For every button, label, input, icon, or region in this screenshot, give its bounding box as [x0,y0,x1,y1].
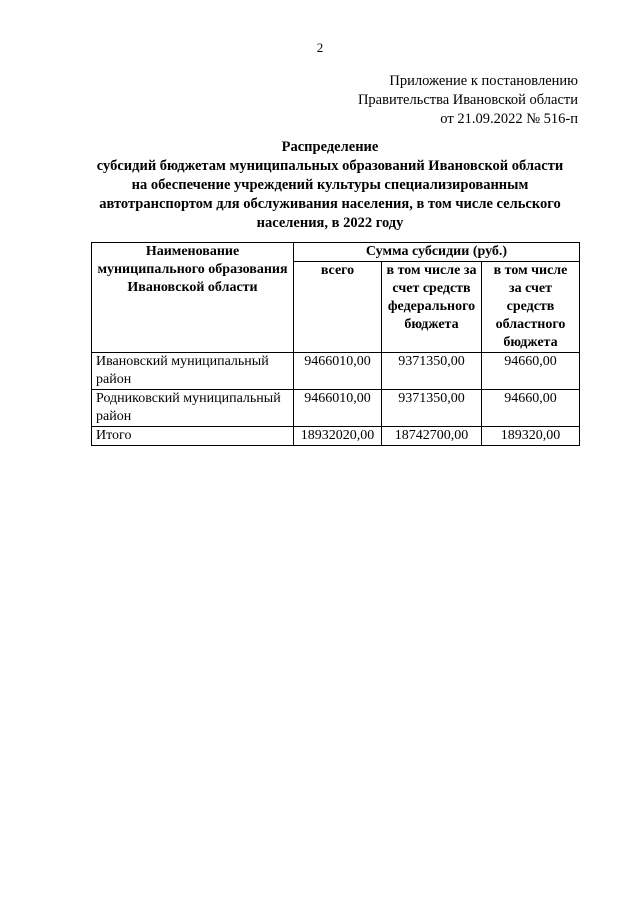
appendix-line: от 21.09.2022 № 516-п [440,111,578,127]
header-total: всего [294,262,382,353]
title-line: автотранспортом для обслуживания населения, в том числе сельского [99,196,561,212]
subsidy-table [91,242,580,446]
cell-total: 9466010,00 [294,390,382,427]
cell-name: Родниковский муниципальный район [92,390,294,427]
title-line: Распределение [281,139,379,155]
document-title [80,138,580,233]
table-row [92,353,580,390]
cell-federal: 9371350,00 [382,353,482,390]
cell-name: Ивановский муниципальный район [92,353,294,390]
table-header-row [92,243,580,262]
table-total-row [92,427,580,446]
header-subsidy-sum: Сумма субсидии (руб.) [294,243,580,262]
cell-total: 9466010,00 [294,353,382,390]
cell-regional: 94660,00 [482,390,580,427]
appendix-header [358,72,578,129]
cell-total: 18932020,00 [294,427,382,446]
table-row [92,390,580,427]
appendix-line: Приложение к постановлению [389,73,578,89]
title-line: населения, в 2022 году [256,215,404,231]
cell-federal: 18742700,00 [382,427,482,446]
title-line: на обеспечение учреждений культуры специализированным [131,177,529,193]
cell-regional: 189320,00 [482,427,580,446]
header-municipality: Наименование муниципального образования Ивановской области [92,243,294,353]
page-number: 2 [316,40,324,55]
title-line: субсидий бюджетам муниципальных образований Ивановской области [96,158,564,174]
appendix-line: Правительства Ивановской области [357,92,578,108]
cell-federal: 9371350,00 [382,390,482,427]
header-regional: в том числе за счет средств областного бюджета [482,262,580,353]
header-federal: в том числе за счет средств федерального бюджета [382,262,482,353]
cell-name: Итого [92,427,294,446]
cell-regional: 94660,00 [482,353,580,390]
